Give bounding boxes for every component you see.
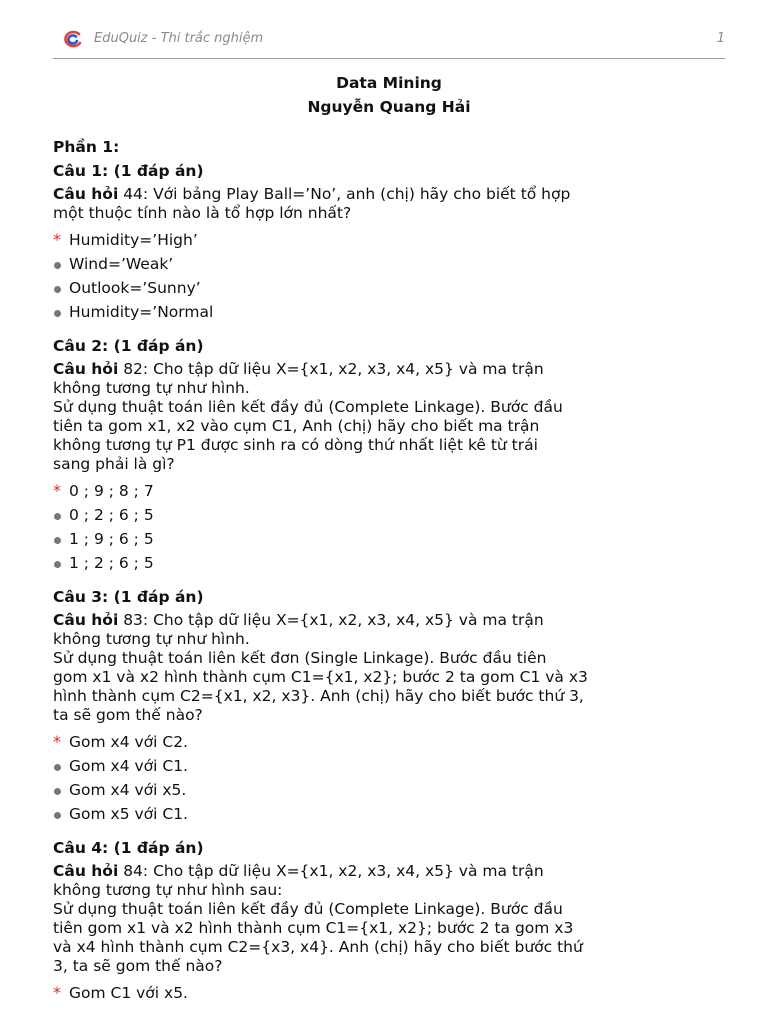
question-block [53, 588, 725, 826]
question-text-line [53, 900, 725, 919]
document-author: Nguyễn Quang Hải [307, 98, 471, 116]
question-line-text: tiên gom x1 và x2 hình thành cụm C1={x1, x2}; bước 2 ta gom x3 [53, 919, 574, 937]
question-text-line [53, 611, 725, 630]
option-marker [53, 730, 69, 754]
question-text-line [53, 862, 725, 881]
question-text-line [53, 687, 725, 706]
answer-option-correct[interactable] [53, 981, 725, 1005]
bullet-icon [54, 812, 61, 819]
question-line-text: 44: Với bảng Play Ball=’No’, anh (chị) hãy cho biết tổ hợp [118, 185, 571, 203]
option-text: Gom x4 với C1. [69, 757, 188, 775]
option-marker [53, 754, 69, 778]
option-marker [53, 503, 69, 527]
option-text: Outlook=’Sunny’ [69, 279, 201, 297]
option-text: Humidity=’Normal [69, 303, 214, 321]
answer-options [53, 228, 725, 324]
option-text: 0 ; 2 ; 6 ; 5 [69, 506, 154, 524]
option-marker [53, 778, 69, 802]
answer-option[interactable] [53, 778, 725, 802]
question-text-line [53, 398, 725, 417]
bullet-icon [54, 764, 61, 771]
question-text-line [53, 630, 725, 649]
correct-asterisk-icon: * [53, 983, 61, 1002]
option-text: Humidity=’High’ [69, 231, 198, 249]
option-marker [53, 527, 69, 551]
question-heading: Câu 4: (1 đáp án) [53, 839, 204, 857]
page-header [53, 26, 725, 59]
question-prefix: Câu hỏi [53, 862, 119, 880]
question-text-line [53, 417, 725, 436]
answer-options [53, 981, 725, 1005]
bullet-icon [54, 537, 61, 544]
eduquiz-logo-icon [63, 30, 83, 48]
question-line-text: tiên ta gom x1, x2 vào cụm C1, Anh (chị) hãy cho biết ma trận [53, 417, 540, 435]
option-text: Gom x5 với C1. [69, 805, 188, 823]
answer-option[interactable] [53, 503, 725, 527]
question-line-text: 84: Cho tập dữ liệu X={x1, x2, x3, x4, x5} và ma trận [118, 862, 544, 880]
question-prefix: Câu hỏi [53, 611, 119, 629]
answer-option-correct[interactable] [53, 479, 725, 503]
correct-asterisk-icon: * [53, 732, 61, 751]
question-block [53, 839, 725, 1005]
question-heading: Câu 2: (1 đáp án) [53, 337, 204, 355]
answer-option[interactable] [53, 276, 725, 300]
question-line-text: 3, ta sẽ gom thế nào? [53, 957, 223, 975]
question-line-text: Sử dụng thuật toán liên kết đơn (Single Linkage). Bước đầu tiên [53, 649, 547, 667]
question-text-line [53, 379, 725, 398]
bullet-icon [54, 561, 61, 568]
question-line-text: không tương tự như hình sau: [53, 881, 283, 899]
question-line-text: 83: Cho tập dữ liệu X={x1, x2, x3, x4, x5} và ma trận [118, 611, 544, 629]
page-number: 1 [716, 31, 725, 46]
question-line-text: ta sẽ gom thế nào? [53, 706, 203, 724]
question-text-line [53, 436, 725, 455]
answer-options [53, 479, 725, 575]
question-block [53, 162, 725, 324]
option-marker [53, 551, 69, 575]
option-text: Gom x4 với x5. [69, 781, 187, 799]
option-marker [53, 300, 69, 324]
question-text-line [53, 706, 725, 725]
bullet-icon [54, 513, 61, 520]
question-line-text: không tương tự như hình. [53, 630, 250, 648]
question-prefix: Câu hỏi [53, 185, 119, 203]
option-marker [53, 981, 69, 1005]
answer-option-correct[interactable] [53, 730, 725, 754]
answer-option[interactable] [53, 802, 725, 826]
question-text [53, 185, 725, 223]
question-block [53, 337, 725, 575]
option-text: 1 ; 9 ; 6 ; 5 [69, 530, 154, 548]
document-subject: Data Mining [336, 74, 442, 92]
question-text-line [53, 957, 725, 976]
question-text-line [53, 938, 725, 957]
answer-option[interactable] [53, 252, 725, 276]
bullet-icon [54, 788, 61, 795]
question-text-line [53, 649, 725, 668]
option-text: Wind=’Weak’ [69, 255, 174, 273]
option-text: Gom x4 với C2. [69, 733, 188, 751]
answer-option[interactable] [53, 551, 725, 575]
question-line-text: Sử dụng thuật toán liên kết đầy đủ (Complete Linkage). Bước đầu [53, 900, 563, 918]
option-marker [53, 252, 69, 276]
answer-option[interactable] [53, 527, 725, 551]
option-text: Gom C1 với x5. [69, 984, 188, 1002]
question-heading: Câu 3: (1 đáp án) [53, 588, 204, 606]
bullet-icon [54, 286, 61, 293]
question-text [53, 360, 725, 474]
answer-option[interactable] [53, 300, 725, 324]
question-line-text: gom x1 và x2 hình thành cụm C1={x1, x2}; bước 2 ta gom C1 và x3 [53, 668, 588, 686]
question-text [53, 611, 725, 725]
answer-option[interactable] [53, 754, 725, 778]
question-line-text: không tương tự như hình. [53, 379, 250, 397]
question-line-text: một thuộc tính nào là tổ hợp lớn nhất? [53, 204, 352, 222]
question-text [53, 862, 725, 976]
question-prefix: Câu hỏi [53, 360, 119, 378]
question-text-line [53, 185, 725, 204]
question-line-text: hình thành cụm C2={x1, x2, x3}. Anh (chị) hãy cho biết bước thứ 3, [53, 687, 584, 705]
answer-options [53, 730, 725, 826]
option-marker [53, 276, 69, 300]
quiz-content [53, 134, 725, 1018]
answer-option-correct[interactable] [53, 228, 725, 252]
correct-asterisk-icon: * [53, 230, 61, 249]
part-title: Phần 1: [53, 138, 120, 156]
question-text-line [53, 204, 725, 223]
question-list [53, 162, 725, 1005]
question-heading: Câu 1: (1 đáp án) [53, 162, 204, 180]
app-name: EduQuiz - Thi trắc nghiệm [94, 31, 264, 46]
question-text-line [53, 881, 725, 900]
bullet-icon [54, 262, 61, 269]
option-marker [53, 802, 69, 826]
question-text-line [53, 455, 725, 474]
question-line-text: sang phải là gì? [53, 455, 175, 473]
question-text-line [53, 668, 725, 687]
option-text: 0 ; 9 ; 8 ; 7 [69, 482, 154, 500]
question-text-line [53, 360, 725, 379]
question-line-text: Sử dụng thuật toán liên kết đầy đủ (Complete Linkage). Bước đầu [53, 398, 563, 416]
option-marker [53, 479, 69, 503]
question-line-text: 82: Cho tập dữ liệu X={x1, x2, x3, x4, x5} và ma trận [118, 360, 544, 378]
bullet-icon [54, 310, 61, 317]
question-line-text: và x4 hình thành cụm C2={x3, x4}. Anh (chị) hãy cho biết bước thứ [53, 938, 583, 956]
question-line-text: không tương tự P1 được sinh ra có dòng thứ nhất liệt kê từ trái [53, 436, 538, 454]
question-text-line [53, 919, 725, 938]
correct-asterisk-icon: * [53, 481, 61, 500]
option-text: 1 ; 2 ; 6 ; 5 [69, 554, 154, 572]
option-marker [53, 228, 69, 252]
